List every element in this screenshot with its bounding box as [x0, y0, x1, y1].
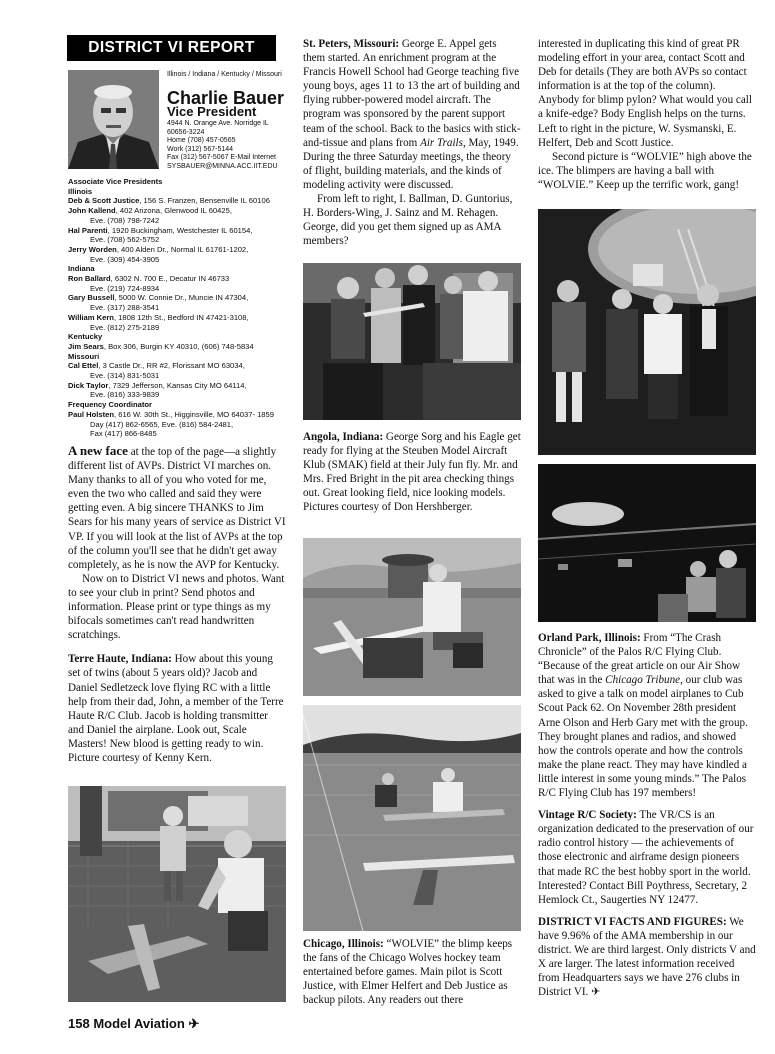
avp-state-heading: Frequency Coordinator	[68, 400, 152, 410]
avp-entry	[68, 381, 284, 391]
orland-park-text-b: , our club was asked to give a talk on model airplanes to Cub Scout Pack 62. On November 28th president Arne Olson and Herb Gary met with the group. They brought planes and radios, and showed how the controls operate and how the controls make the plane react. They may have kindled a little interest in some young minds.” The Palos R/C Flying Club has 197 members!	[538, 674, 748, 800]
magazine-name: Model Aviation	[93, 1016, 185, 1031]
avp-entry	[68, 226, 284, 236]
footer-plane-icon: ✈	[188, 1016, 200, 1031]
vp-name: Charlie Bauer	[167, 88, 285, 108]
vp-states: Illinois / Indiana / Kentucky / Missouri	[167, 71, 282, 78]
twins-photo	[68, 786, 286, 1002]
st-peters-boys-photo	[303, 263, 521, 420]
angola-field-photo	[303, 705, 521, 931]
avp-entry	[68, 410, 284, 420]
avp-info: , 400 Alden Dr., Normal IL 61761-1202,	[116, 244, 249, 254]
angola-eagle-photo	[303, 538, 521, 696]
avp-info: , 3 Castle Dr., RR #2, Florissant MO 63034,	[98, 361, 245, 371]
avp-entry	[68, 206, 284, 216]
avp-contact-line: Day (417) 862-6565, Eve. (816) 584-2481,	[90, 419, 234, 429]
intro-lead: A new face	[68, 443, 128, 458]
page-number: 158	[68, 1016, 90, 1031]
avp-info: , 5000 W. Connie Dr., Muncie IN 47304,	[114, 293, 249, 303]
avp-name: Paul Holsten	[68, 409, 114, 419]
avp-name: Jerry Worden	[68, 244, 117, 254]
avp-info: , 156 S. Franzen, Bensenville IL 60106	[139, 196, 270, 206]
orland-park-text-a: From “The Crash Chronicle” of the Palos R/C Flying Club. “Because of the great article on our Air Show that was in the	[538, 632, 741, 687]
vp-contact	[167, 120, 287, 172]
avp-state-heading: Missouri	[68, 351, 100, 361]
avp-info: , 1920 Buckingham, Westchester IL 60154,	[107, 225, 253, 235]
avp-state-heading: Illinois	[68, 186, 93, 196]
avp-entry	[68, 196, 284, 206]
avp-info: , 616 W. 30th St., Higginsville, MO 64037- 1859	[114, 409, 274, 419]
avp-contact-line: Fax (417) 866-8485	[90, 429, 157, 439]
st-peters-text-b: , May, 1949. During the three Saturday meetings, the theory of flight, building materials, and the kinds of modeling activity were discussed.	[303, 136, 519, 191]
wolvie-pilots-photo	[538, 209, 756, 455]
avp-contact-line: Eve. (314) 831-5031	[90, 371, 160, 381]
facts-figures-lead: DISTRICT VI FACTS AND FIGURES:	[538, 915, 727, 928]
vintage-rc-lead: Vintage R/C Society:	[538, 809, 637, 822]
avp-groups	[68, 187, 284, 439]
column-3-top	[538, 37, 756, 192]
wolvie-arena-photo	[538, 464, 756, 622]
st-peters-lead: St. Peters, Missouri:	[303, 38, 400, 50]
avp-info: , 6302 N. 700 E., Decatur IN 46733	[110, 274, 230, 284]
orland-park-lead: Orland Park, Illinois:	[538, 632, 641, 644]
avp-heading: Associate Vice Presidents	[68, 177, 163, 186]
second-picture-paragraph: Second picture is “WOLVIE” high above the ice. The blimpers are having a ball with “WOLVIE.” Keep up the terrific work, gang!	[538, 150, 752, 191]
avp-contact-line: Eve. (812) 275-2189	[90, 322, 160, 332]
avp-name: Cal Ettel	[68, 361, 99, 371]
st-peters-paragraph	[303, 37, 521, 192]
angola-lead: Angola, Indiana:	[303, 431, 384, 443]
vp-address-line2: 60656-3224	[167, 128, 205, 136]
avp-name: Hal Parenti	[68, 225, 108, 235]
page-footer	[68, 1016, 199, 1032]
column-3-bottom	[538, 631, 756, 999]
column-1	[68, 444, 286, 765]
air-trails-title: Air Trails	[420, 136, 463, 149]
avp-entry	[68, 293, 284, 303]
avp-info: , 402 Arizona, Glenwood IL 60425,	[115, 206, 232, 216]
angola-text: George Sorg and his Eagle get ready for flying at the Steuben Model Aircraft Klub (SMAK) field at their July fun fly. Mr. and Mrs. Fred Bright in the pit area checking things out. Great looking field, nice looking models. Pictures courtesy of Don Hershberger.	[303, 431, 521, 514]
avp-info: , 7329 Jefferson, Kansas City MO 64114,	[108, 380, 247, 390]
avp-name: Ron Ballard	[68, 274, 111, 284]
chicago-text: “WOLVIE” the blimp keeps the fans of the Chicago Wolves hockey team entertained before games. Main pilot is Scott Justice, with Elmer Helfert and Deb Justice as backup pilots. Any readers out there	[303, 938, 513, 1007]
terre-haute-lead: Terre Haute, Indiana:	[68, 653, 172, 666]
facts-figures-text: We have 9.96% of the AMA membership in our district. We are third largest. Only districts V and X are larger. The latest information received from Headquarters says we have 276 clubs in District VI.	[538, 915, 756, 999]
avp-contact-line: Eve. (708) 562-5752	[90, 235, 160, 245]
facts-figures-paragraph	[538, 915, 756, 1000]
vp-title: Vice President	[167, 104, 257, 119]
avp-name: Deb & Scott Justice	[68, 196, 140, 206]
column-banner: DISTRICT VI REPORT	[67, 35, 276, 61]
avp-entry	[68, 274, 284, 284]
angola-paragraph	[303, 430, 521, 515]
chicago-paragraph	[303, 937, 521, 1007]
vp-portrait-photo	[68, 70, 159, 169]
avp-contact-line: Eve. (816) 333-9839	[90, 390, 160, 400]
st-peters-text-a: George E. Appel gets them started. An enrichment program at the Francis Howell School had George teaching five young boys, ages 11 to 13 the art of building and flying rubber-powered model aircraft. The program was sponsored by the parent support team of the school. Back to the basics with stick-and-tissue and plans from	[303, 38, 521, 149]
avp-name: John Kallend	[68, 206, 116, 216]
blimp-details-paragraph: interested in duplicating this kind of great PR modeling effort in your area, contact Scott and Deb for details (They are both AVPs so contact information is at the top of the column). Anybody for blimp pylon? What would you call a knife-edge? Body English helps on the turns. Left to right in the picture, W. Sysmanski, E. Helfert, Deb and Scott Justice.	[538, 38, 752, 149]
avp-info: , Box 306, Burgin KY 40310, (606) 748-5834	[103, 341, 254, 351]
column-2-top	[303, 37, 521, 248]
avp-name: Jim Sears	[68, 341, 104, 351]
avp-contact-line: Eve. (309) 454-3905	[90, 254, 160, 264]
vp-address-line1: 4944 N. Orange Ave. Norridge IL	[167, 120, 269, 127]
avp-contact-line: Eve. (219) 724-8934	[90, 283, 160, 293]
avp-contact-line: Eve. (708) 798-7242	[90, 215, 160, 225]
chicago-tribune-title: Chicago Tribune	[605, 674, 681, 687]
avp-list	[68, 177, 284, 439]
vp-fax: Fax (312) 567-5067 E-Mail Internet	[167, 154, 276, 162]
terre-haute-text: How about this young set of twins (about 5 years old)? Jacob and Daniel Sedletzeck love flying RC with a little help from their dad, John, a member of the Terre Haute R/C Club. Jacob is holding transmitter and Daniel the airplane. Look out, Scale Masters! New blood is getting ready to win. Picture courtesy of Kenny Kern.	[68, 653, 284, 764]
avp-state-heading: Indiana	[68, 264, 95, 274]
chicago-lead: Chicago, Illinois:	[303, 938, 384, 950]
vp-work-phone: Work (312) 567-5144	[167, 145, 234, 153]
avp-name: Dick Taylor	[68, 380, 109, 390]
avp-state-heading: Kentucky	[68, 332, 103, 342]
orland-park-paragraph	[538, 631, 756, 800]
avp-entry	[68, 313, 284, 323]
vintage-rc-text: The VR/CS is an organization dedicated to the preservation of our radio control history — the achievements of those electronic and airframe design pioneers that made RC the best hobby sport in the world. Interested? Contact Bill Poythress, Secretary, 2 Hemlock Ct., Saugerties NY 12477.	[538, 809, 754, 906]
terre-haute-paragraph	[68, 652, 286, 765]
avp-entry	[68, 361, 284, 371]
intro-paragraph	[68, 444, 286, 572]
vp-home-phone: Home (708) 457-0565	[167, 137, 236, 145]
intro-text: at the top of the page—a slightly different list of AVPs. District VI marches on. Many thanks to all of you who voted for me, even the two who called and said they were getting even. A big sincere THANKS to Jim Sears for his many years of service as District VI VP. If you will look at the list of AVPs at the top of the column you'll see that he didn't get away completely, as he is now the AVP for Kentucky.	[68, 446, 286, 571]
vintage-rc-paragraph	[538, 808, 756, 907]
avp-name: Gary Bussell	[68, 293, 115, 303]
avp-info: , 1808 12th St., Bedford IN 47421-3108,	[113, 312, 249, 322]
avp-contact-line: Eve. (317) 288-3541	[90, 303, 160, 313]
vp-email: SYSBAUER@MINNA.ACC.IIT.EDU	[167, 162, 278, 170]
st-peters-names-paragraph: From left to right, I. Ballman, D. Guntorius, H. Borders-Wing, J. Sainz and M. Rehagen. George, did you get them signed up as AMA members?	[303, 193, 513, 248]
avp-entry	[68, 245, 284, 255]
news-invite-paragraph: Now on to District VI news and photos. Want to see your club in print? Send photos and information. Please print or type things as my bifocals sometimes can't read handwritten scratchings.	[68, 572, 285, 642]
avp-name: William Kern	[68, 312, 114, 322]
avp-entry	[68, 342, 284, 352]
column-2-chicago	[303, 937, 521, 1007]
column-2-angola	[303, 430, 521, 515]
end-mark-plane-icon: ✈	[591, 986, 601, 999]
